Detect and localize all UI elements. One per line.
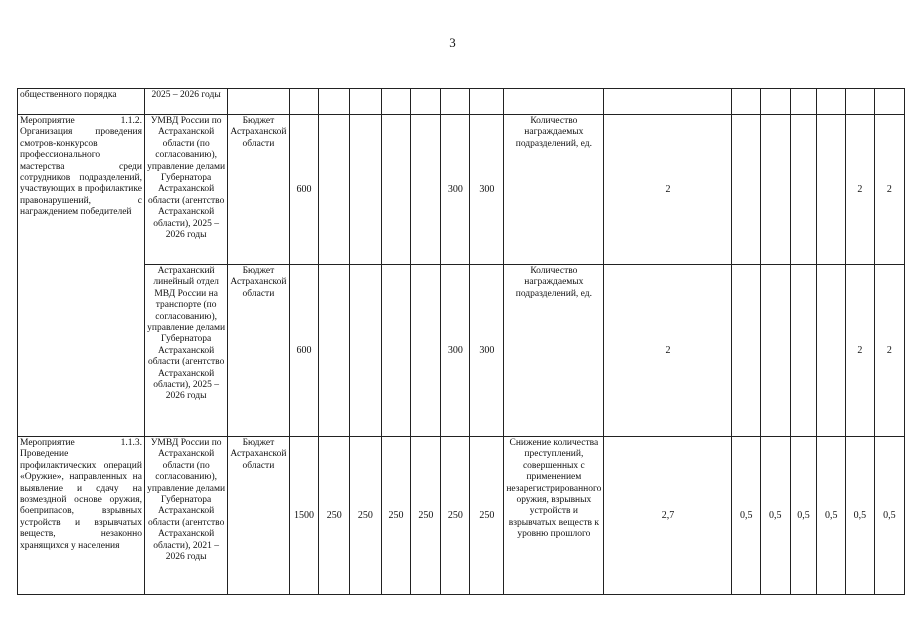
indicator-total-cell <box>604 89 732 115</box>
indicator-2022-cell <box>761 265 790 437</box>
source-cell: Бюджет Астраханской области <box>228 265 289 437</box>
table-row <box>18 115 905 265</box>
table-row <box>18 437 905 595</box>
indicator-2026-cell: 2 <box>874 265 904 437</box>
indicator-2022-cell <box>761 115 790 265</box>
program-activities-table <box>17 88 905 595</box>
indicator-2023-cell: 0,5 <box>790 437 817 595</box>
year-2025-cell <box>441 89 470 115</box>
year-2022-cell: 250 <box>350 437 382 595</box>
executor-cell: 2025 – 2026 годы <box>144 89 227 115</box>
year-2023-cell <box>381 115 411 265</box>
year-2023-cell: 250 <box>381 437 411 595</box>
year-2022-cell <box>350 265 382 437</box>
indicator-2025-cell: 0,5 <box>846 437 875 595</box>
year-2026-cell <box>470 89 504 115</box>
indicator-2022-cell <box>761 89 790 115</box>
indicator-cell: Количество награждаемых подразделений, ед. <box>504 265 604 437</box>
year-2024-cell: 250 <box>411 437 441 595</box>
year-2022-cell <box>350 89 382 115</box>
year-2024-cell <box>411 89 441 115</box>
indicator-2023-cell <box>790 115 817 265</box>
year-2021-cell <box>319 89 350 115</box>
total-cell: 600 <box>289 265 319 437</box>
indicator-total-cell: 2 <box>604 115 732 265</box>
activity-cell: Мероприятие 1.1.2. Организация проведения смотров-конкурсов профессионального мастерства среди сотрудников подразделений, участвующих в профилактике правонарушений, с награждением победителей <box>18 115 145 437</box>
indicator-2024-cell <box>817 89 846 115</box>
indicator-2026-cell: 2 <box>874 115 904 265</box>
total-cell <box>289 89 319 115</box>
indicator-2025-cell <box>846 89 875 115</box>
year-2026-cell: 250 <box>470 437 504 595</box>
table-row <box>18 265 905 437</box>
indicator-2021-cell <box>732 265 761 437</box>
table-row <box>18 89 905 115</box>
executor-cell: Астраханский линейный отдел МВД России на транспорте (по согласованию), управление делами Губернатора Астраханской области (агентство Астраханской области), 2025 – 2026 годы <box>144 265 227 437</box>
source-cell: Бюджет Астраханской области <box>228 437 289 595</box>
indicator-2021-cell: 0,5 <box>732 437 761 595</box>
indicator-2023-cell <box>790 265 817 437</box>
executor-cell: УМВД России по Астраханской области (по согласованию), управление делами Губернатора Астраханской области (агентство Астраханской области), 2025 – 2026 годы <box>144 115 227 265</box>
year-2021-cell <box>319 115 350 265</box>
year-2024-cell <box>411 265 441 437</box>
year-2022-cell <box>350 115 382 265</box>
total-cell: 1500 <box>289 437 319 595</box>
indicator-cell: Снижение количества преступлений, совершенных с применением незарегистрированного оружия, взрывных устройств и взрывчатых веществ к уровню прошлого <box>504 437 604 595</box>
year-2025-cell: 300 <box>441 265 470 437</box>
indicator-2025-cell: 2 <box>846 265 875 437</box>
year-2026-cell: 300 <box>470 265 504 437</box>
indicator-2021-cell <box>732 89 761 115</box>
year-2023-cell <box>381 89 411 115</box>
indicator-2024-cell <box>817 265 846 437</box>
source-cell: Бюджет Астраханской области <box>228 115 289 265</box>
year-2024-cell <box>411 115 441 265</box>
year-2021-cell <box>319 265 350 437</box>
activity-cell: общественного порядка <box>18 89 145 115</box>
executor-cell: УМВД России по Астраханской области (по согласованию), управление делами Губернатора Астраханской области (агентство Астраханской области), 2021 – 2026 годы <box>144 437 227 595</box>
source-cell <box>228 89 289 115</box>
indicator-2024-cell: 0,5 <box>817 437 846 595</box>
activity-cell: Мероприятие 1.1.3. Проведение профилактических операций «Оружие», направленных на выявление и сдачу на возмездной основе оружия, боеприпасов, взрывных устройств и взрывчатых веществ, незаконно хранящихся у населения <box>18 437 145 595</box>
year-2023-cell <box>381 265 411 437</box>
indicator-2026-cell: 0,5 <box>874 437 904 595</box>
year-2021-cell: 250 <box>319 437 350 595</box>
indicator-2026-cell <box>874 89 904 115</box>
indicator-2022-cell: 0,5 <box>761 437 790 595</box>
total-cell: 600 <box>289 115 319 265</box>
indicator-total-cell: 2,7 <box>604 437 732 595</box>
indicator-cell <box>504 89 604 115</box>
year-2025-cell: 300 <box>441 115 470 265</box>
indicator-2023-cell <box>790 89 817 115</box>
year-2026-cell: 300 <box>470 115 504 265</box>
indicator-cell: Количество награждаемых подразделений, ед. <box>504 115 604 265</box>
page-number: 3 <box>449 35 456 50</box>
indicator-2024-cell <box>817 115 846 265</box>
indicator-2025-cell: 2 <box>846 115 875 265</box>
indicator-total-cell: 2 <box>604 265 732 437</box>
year-2025-cell: 250 <box>441 437 470 595</box>
indicator-2021-cell <box>732 115 761 265</box>
